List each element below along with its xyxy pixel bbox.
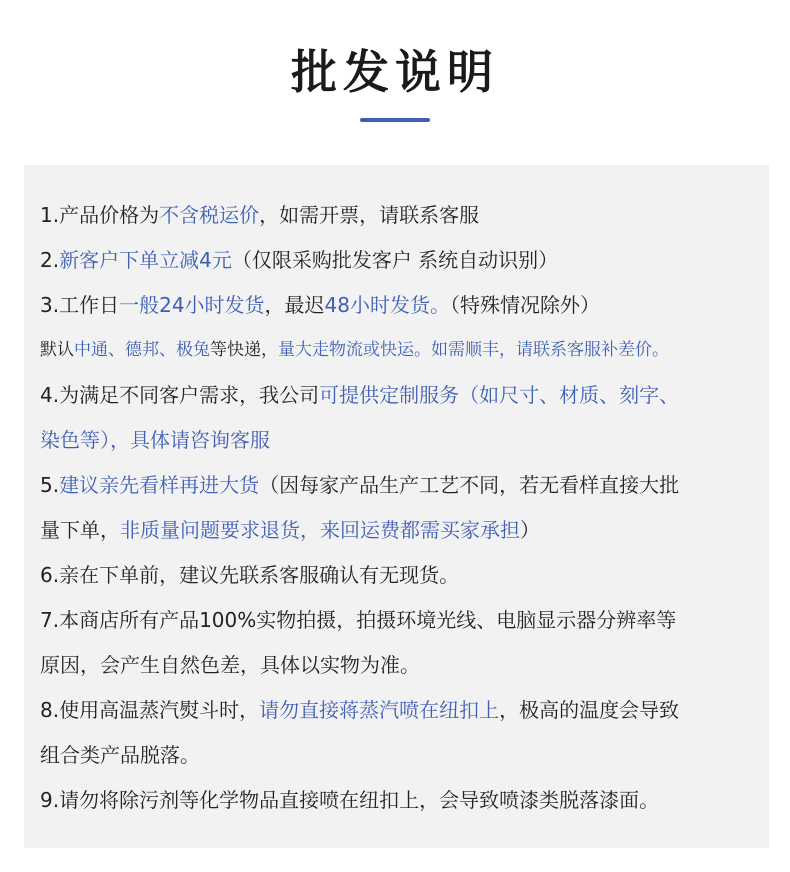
highlight-text: 新客户下单立减4元 — [59, 248, 232, 272]
notice-text: 组合类产品脱落。 — [40, 743, 200, 767]
notice-text: 8.使用高温蒸汽熨斗时， — [40, 698, 260, 722]
highlight-text: 非质量问题要求退货，来回运费都需买家承担 — [120, 518, 520, 542]
notice-line — [40, 606, 676, 634]
notice-text: 量下单， — [40, 518, 120, 542]
page-title: 批发说明 — [291, 45, 499, 99]
notice-line — [40, 561, 459, 589]
notice-text: 7.本商店所有产品100%实物拍摄，拍摄环境光线、电脑显示器分辨率等 — [40, 608, 677, 632]
highlight-text: 可提供定制服务（如尺寸、材质、刻字、 — [319, 383, 680, 407]
notice-text: ） — [520, 518, 540, 542]
notice-line — [40, 246, 558, 274]
notice-line — [40, 651, 420, 679]
notice-text: 2. — [40, 248, 60, 272]
notice-text: ，如需开票，请联系客服 — [259, 203, 480, 227]
notice-text: 等快递， — [210, 340, 278, 360]
notice-line — [40, 336, 669, 364]
highlight-text: 建议亲先看样再进大货 — [59, 473, 260, 497]
notice-line — [40, 291, 600, 319]
notice-text: 原因，会产生自然色差，具体以实物为准。 — [40, 653, 420, 677]
notice-line — [40, 471, 679, 499]
highlight-text: 48小时发货。 — [324, 293, 450, 317]
notice-text: ，最迟 — [264, 293, 325, 317]
notice-text: ，极高的温度会导致 — [499, 698, 680, 722]
highlight-text: 请勿直接蒋蒸汽喷在纽扣上 — [259, 698, 500, 722]
notice-text: 3.工作日 — [40, 293, 120, 317]
highlight-text: 染色等），具体请咨询客服 — [40, 428, 270, 452]
notice-line — [40, 786, 659, 814]
notice-line — [40, 426, 270, 454]
notice-line — [40, 516, 540, 544]
notice-text: （特殊情况除外） — [450, 293, 600, 317]
title-underline — [360, 118, 430, 122]
notice-line — [40, 381, 679, 409]
highlight-text: 量大走物流或快运。如需顺丰，请联系客服补差价。 — [278, 340, 669, 360]
notice-text: （仅限采购批发客户 系统自动识别） — [231, 248, 559, 272]
notice-text: 5. — [40, 473, 60, 497]
notice-text: 4.为满足不同客户需求，我公司 — [40, 383, 320, 407]
notice-line — [40, 741, 200, 769]
notice-panel — [24, 165, 769, 848]
notice-text: 1.产品价格为 — [40, 203, 160, 227]
notice-text: 9.请勿将除污剂等化学物品直接喷在纽扣上，会导致喷漆类脱落漆面。 — [40, 788, 660, 812]
highlight-text: 中通、德邦、极兔 — [74, 340, 210, 360]
notice-text: （因每家产品生产工艺不同，若无看样直接大批 — [259, 473, 680, 497]
notice-line — [40, 201, 479, 229]
notice-text: 默认 — [40, 340, 74, 360]
highlight-text: 一般24小时发货 — [119, 293, 265, 317]
notice-text: 6.亲在下单前，建议先联系客服确认有无现货。 — [40, 563, 460, 587]
highlight-text: 不含税运价 — [159, 203, 260, 227]
notice-line — [40, 696, 679, 724]
